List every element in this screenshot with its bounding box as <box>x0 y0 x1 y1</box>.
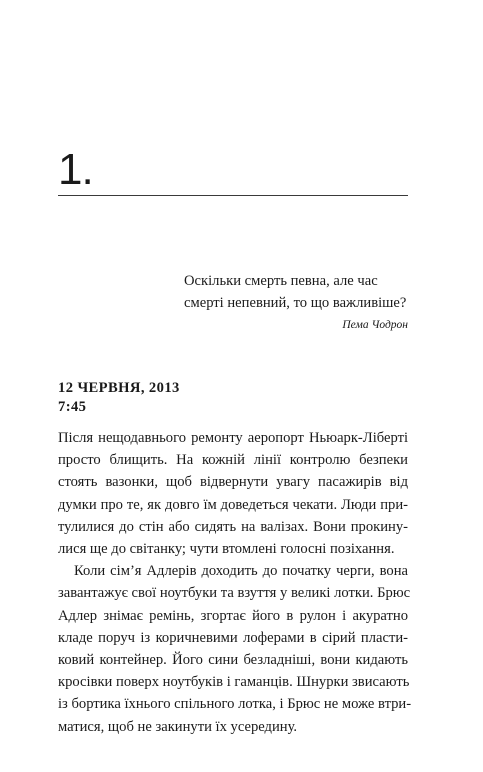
epigraph-quote <box>184 270 424 314</box>
body-text <box>58 427 412 738</box>
text-line: Після нещодавнього ремонту аеропорт Ньюарк-Ліберті <box>58 430 408 446</box>
text-line: лися ще до світанку; чути втомлені голосні позіхання. <box>58 541 395 558</box>
entry-date: 12 ЧЕРВНЯ, 2013 <box>58 380 180 396</box>
text-line: із бортика їхнього спільного лотка, і Брюс не може втри- <box>58 696 412 713</box>
text-line: кросівки поверх ноутбуків і гаманців. Шнурки звисають <box>58 674 410 691</box>
text-line: просто блищить. На кожній лінії контролю безпеки <box>58 452 408 469</box>
text-line: ковий контейнер. Його сини безладніші, вони кидають <box>58 652 408 669</box>
text-line: матися, щоб не закинути їх усередину. <box>58 718 298 735</box>
text-line: кладе поруч із коричневими лоферами в сірий пласти- <box>58 629 408 646</box>
text-line: тулилися до стін або сидять на валізах. Вони прокину- <box>58 518 408 535</box>
epigraph-line: смерті непевний, то що важливіше? <box>184 295 407 311</box>
text-line: думки про те, як довго їм доведеться чекати. Люди при- <box>58 496 408 513</box>
text-line: Коли сім’я Адлерів доходить до початку черги, вона <box>74 563 408 580</box>
paragraph-2 <box>58 560 412 738</box>
text-line: Адлер знімає ремінь, згортає його в рулон і акуратно <box>58 607 408 624</box>
chapter-divider <box>58 195 408 196</box>
epigraph-author: Пема Чодрон <box>342 319 408 331</box>
paragraph-1 <box>58 427 408 560</box>
text-line: стоять вазонки, щоб відвернути увагу пасажирів від <box>58 474 408 491</box>
text-line: завантажує свої ноутбуки та взуття у великі лотки. Брюс <box>58 585 411 602</box>
epigraph-line: Оскільки смерть певна, але час <box>184 273 378 289</box>
chapter-number: 1. <box>58 145 93 194</box>
entry-time: 7:45 <box>58 399 87 415</box>
